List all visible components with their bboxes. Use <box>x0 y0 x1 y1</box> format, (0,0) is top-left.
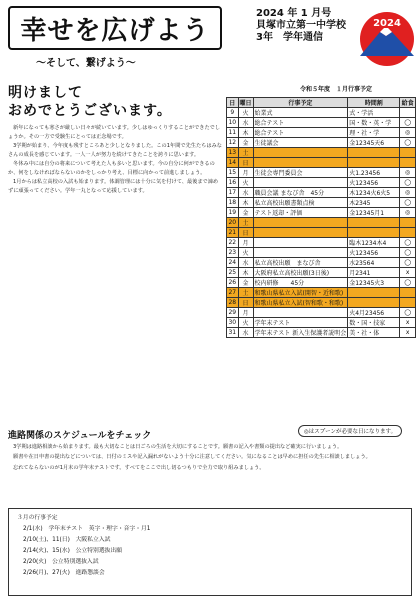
title-text: 幸せを広げよう <box>20 15 210 46</box>
header-timetable: 時間割 <box>348 98 400 108</box>
calendar-row <box>227 108 416 118</box>
timetable-cell: 火123456 <box>348 178 400 188</box>
timetable-cell <box>348 228 400 238</box>
lunch-cell <box>400 288 416 298</box>
calendar-row <box>227 138 416 148</box>
event-cell <box>253 218 348 228</box>
calendar-row <box>227 268 416 278</box>
calendar-row <box>227 158 416 168</box>
calendar-row <box>227 258 416 268</box>
event-cell: テスト返却・評価 <box>253 208 348 218</box>
day-cell: 11 <box>228 129 237 136</box>
day-cell: 24 <box>228 259 237 266</box>
day-cell: 31 <box>228 329 237 336</box>
article-paragraph: 新年になっても寒さが厳しい日々が続いています。少しはゆっくりすることができたでしょうか。その一方で受験生にとっては正念場です。 <box>8 125 221 141</box>
march-item: 2/26(月)、27(火) 進路懇談会 <box>23 570 105 576</box>
calendar-row <box>227 118 416 128</box>
event-cell: 生徒議会 <box>253 138 348 148</box>
event-cell: 生徒会専門委員会 <box>253 168 348 178</box>
timetable-cell: 美・社・体 <box>348 328 400 338</box>
spoon-note: ◎はスプーンが必要な日になります。 <box>298 425 402 437</box>
event-cell: 総合テスト <box>253 128 348 138</box>
march-item: 2/14(火)、15(水) 公立特別選抜出願 <box>23 548 123 554</box>
timetable-cell: 火1.23456 <box>348 168 400 178</box>
mount-fuji-logo <box>358 10 416 68</box>
calendar-row <box>227 218 416 228</box>
calendar-row <box>227 298 416 308</box>
weekday-cell: 土 <box>238 218 253 228</box>
calendar-row <box>227 208 416 218</box>
weekday-cell: 火 <box>238 318 253 328</box>
timetable-cell: 月2341 <box>348 268 400 278</box>
header-event: 行事予定 <box>253 98 348 108</box>
day-cell: 12 <box>228 139 237 146</box>
event-cell <box>253 178 348 188</box>
event-calendar-table <box>226 97 416 338</box>
lunch-cell: ◯ <box>400 278 416 288</box>
day-cell: 19 <box>228 209 237 216</box>
event-cell: 和歌山県私立入試(開智・近和歌) <box>253 288 348 298</box>
day-cell: 13 <box>228 149 237 156</box>
weekday-cell: 火 <box>238 248 253 258</box>
timetable-cell: 臨木1234木4 <box>348 238 400 248</box>
weekday-cell: 水 <box>238 328 253 338</box>
event-cell: 私立高校出願書類点検 <box>253 198 348 208</box>
march-title: ３月の行事予定 <box>17 515 58 521</box>
calendar-row <box>227 278 416 288</box>
day-cell: 16 <box>228 179 237 186</box>
weekday-cell: 水 <box>238 258 253 268</box>
timetable-cell: 水23564 <box>348 258 400 268</box>
lunch-cell: ◎ <box>400 208 416 218</box>
event-cell: 始業式 <box>253 108 348 118</box>
day-cell: 25 <box>228 269 237 276</box>
timetable-cell: 国・数・英・学 <box>348 118 400 128</box>
day-cell: 18 <box>228 199 237 206</box>
event-cell: 校内研修 45分 <box>253 278 348 288</box>
article-paragraph: 冬休み中には自分の将来について考えた人も多いと思います。今の自分に何ができるのか、何をしなければならないのかをしっかり考え、目標に向かって前進しましょう。 <box>8 161 215 177</box>
greeting-line-1: 明けまして <box>8 85 83 101</box>
school-name: 貝塚市立第一中学校 <box>256 20 346 31</box>
timetable-cell: 火4月23456 <box>348 308 400 318</box>
calendar-title: 令和５年度 １月行事予定 <box>300 86 373 93</box>
day-cell: 27 <box>228 289 237 296</box>
event-cell <box>253 228 348 238</box>
march-item: 2/1(水) 学年末テスト 英字・理字・音字・月1 <box>23 526 151 532</box>
weekday-cell: 金 <box>238 278 253 288</box>
section-paragraph: 願書や在日申書の提出などについては、日付のミスや記入漏れがないよう十分に注意してください。気になることは早めに担任の先生に相談しましょう。 <box>13 454 371 461</box>
calendar-row <box>227 168 416 178</box>
day-cell: 9 <box>227 108 239 118</box>
timetable-cell: 木1234火6火5 <box>348 188 400 198</box>
timetable-cell: 金12345火3 <box>348 278 400 288</box>
lunch-cell: x <box>400 328 416 338</box>
lunch-cell: ◯ <box>400 138 416 148</box>
subtitle: ～そして、繋げよう～ <box>36 58 136 69</box>
event-cell: 大阪府私立高校出願(3日後) <box>253 268 348 278</box>
weekday-cell: 水 <box>238 118 253 128</box>
timetable-cell <box>348 288 400 298</box>
day-cell: 30 <box>228 319 237 326</box>
event-cell <box>253 238 348 248</box>
weekday-cell: 日 <box>238 298 253 308</box>
weekday-cell: 土 <box>238 288 253 298</box>
weekday-cell: 木 <box>238 198 253 208</box>
calendar-row <box>227 248 416 258</box>
calendar-row <box>227 228 416 238</box>
article-paragraph: 1月からは私立高校の入試も始まります。体調管理には十分に気を付けて、最後まで諦めずに頑張ってください。学年一丸となって応援しています。 <box>8 179 219 195</box>
header-lunch: 給食 <box>400 98 416 108</box>
lunch-cell <box>400 228 416 238</box>
lunch-cell <box>400 298 416 308</box>
day-cell: 22 <box>228 239 237 246</box>
issue-date: 2024 年 1 月号 <box>256 8 332 19</box>
event-cell <box>253 248 348 258</box>
event-cell: 総合テスト <box>253 118 348 128</box>
timetable-cell: 式・学活 <box>348 108 400 118</box>
day-cell: 17 <box>228 189 237 196</box>
event-cell: 学年末テスト <box>253 318 348 328</box>
day-cell: 29 <box>228 309 237 316</box>
calendar-row <box>227 288 416 298</box>
calendar-row <box>227 148 416 158</box>
event-cell <box>253 158 348 168</box>
lunch-cell <box>400 148 416 158</box>
calendar-row <box>227 188 416 198</box>
weekday-cell: 土 <box>238 148 253 158</box>
march-schedule-box <box>8 508 412 596</box>
event-cell <box>253 148 348 158</box>
timetable-cell <box>348 158 400 168</box>
weekday-cell: 日 <box>238 228 253 238</box>
day-cell: 10 <box>228 119 237 126</box>
timetable-cell: 金12345天6 <box>348 138 400 148</box>
timetable-cell <box>348 218 400 228</box>
calendar-row <box>227 318 416 328</box>
lunch-cell: x <box>400 268 416 278</box>
weekday-cell: 火 <box>238 178 253 188</box>
lunch-cell: ◯ <box>400 198 416 208</box>
greeting-line-2: おめでとうございます。 <box>8 103 172 119</box>
lunch-cell: ◎ <box>400 128 416 138</box>
header-weekday: 曜日 <box>238 98 253 108</box>
article-body <box>8 124 222 196</box>
day-cell: 14 <box>228 159 237 166</box>
lunch-cell: ◎ <box>400 168 416 178</box>
day-cell: 20 <box>228 219 237 226</box>
logo-year: 2024 <box>373 18 401 29</box>
lunch-cell: ◎ <box>400 188 416 198</box>
weekday-cell: 木 <box>238 268 253 278</box>
timetable-cell: 理・社・学 <box>348 128 400 138</box>
lunch-cell: ◯ <box>400 118 416 128</box>
weekday-cell: 火 <box>238 108 253 118</box>
timetable-cell: 火123456 <box>348 248 400 258</box>
event-cell: 私立高校出願 まなび舎 <box>253 258 348 268</box>
issue-info <box>256 8 346 44</box>
section-paragraph: 3学期は進路相談から始まります。最も大切なことは日ごろの生活を大切にすることです。願書の記入や書類の提出など確実に行いましょう。 <box>13 444 343 450</box>
weekday-cell: 月 <box>238 168 253 178</box>
march-item: 2/20(火) 公立特別選抜入試 <box>23 559 99 565</box>
march-item: 2/10(土)、11(日) 大阪私立入試 <box>23 537 111 543</box>
lunch-cell <box>400 108 416 118</box>
calendar-row <box>227 328 416 338</box>
event-cell: 和歌山県私立入試(智和歌・和歌) <box>253 298 348 308</box>
timetable-cell: 金12345月1 <box>348 208 400 218</box>
newsletter-title <box>8 6 222 50</box>
section-body <box>8 442 412 473</box>
article-paragraph: 3学期が始まり、今年度も残すところあと少しとなりました。この1年間で先生たちはみなさんの成長を感じています。一人一人が努力を続けてきたことを誇りに思います。 <box>8 143 222 159</box>
calendar-row <box>227 198 416 208</box>
lunch-cell: ◯ <box>400 308 416 318</box>
event-cell: 職員会議 まなび舎 45分 <box>253 188 348 198</box>
calendar-row <box>227 238 416 248</box>
timetable-cell <box>348 148 400 158</box>
calendar-header-row <box>227 98 416 108</box>
lunch-cell: ◯ <box>400 178 416 188</box>
day-cell: 26 <box>228 279 237 286</box>
weekday-cell: 月 <box>238 238 253 248</box>
lunch-cell: ◯ <box>400 238 416 248</box>
calendar-row <box>227 308 416 318</box>
calendar-row <box>227 128 416 138</box>
day-cell: 15 <box>228 169 237 176</box>
weekday-cell: 金 <box>238 138 253 148</box>
grade-line: 3年 学年通信 <box>256 32 323 43</box>
timetable-cell: 数・国・技家 <box>348 318 400 328</box>
timetable-cell <box>348 298 400 308</box>
lunch-cell <box>400 158 416 168</box>
day-cell: 23 <box>228 249 237 256</box>
event-cell <box>253 308 348 318</box>
weekday-cell: 金 <box>238 208 253 218</box>
calendar-row <box>227 178 416 188</box>
weekday-cell: 木 <box>238 128 253 138</box>
header-day: 日 <box>227 98 239 108</box>
day-cell: 28 <box>228 299 237 306</box>
lunch-cell: ◯ <box>400 258 416 268</box>
weekday-cell: 日 <box>238 158 253 168</box>
timetable-cell: 木2345 <box>348 198 400 208</box>
lunch-cell: x <box>400 318 416 328</box>
event-cell: 学年末テスト 新入生保護者説明会 <box>253 328 348 338</box>
section-paragraph: 忘れてならないのが1月末の学年末テストです。すべてをここで出し切るつもりで全力で取り組みましょう。 <box>13 464 265 471</box>
weekday-cell: 月 <box>238 308 253 318</box>
weekday-cell: 水 <box>238 188 253 198</box>
day-cell: 21 <box>228 229 237 236</box>
lunch-cell: ◯ <box>400 248 416 258</box>
section-title: 進路関係のスケジュールをチェック <box>8 431 152 441</box>
lunch-cell <box>400 218 416 228</box>
